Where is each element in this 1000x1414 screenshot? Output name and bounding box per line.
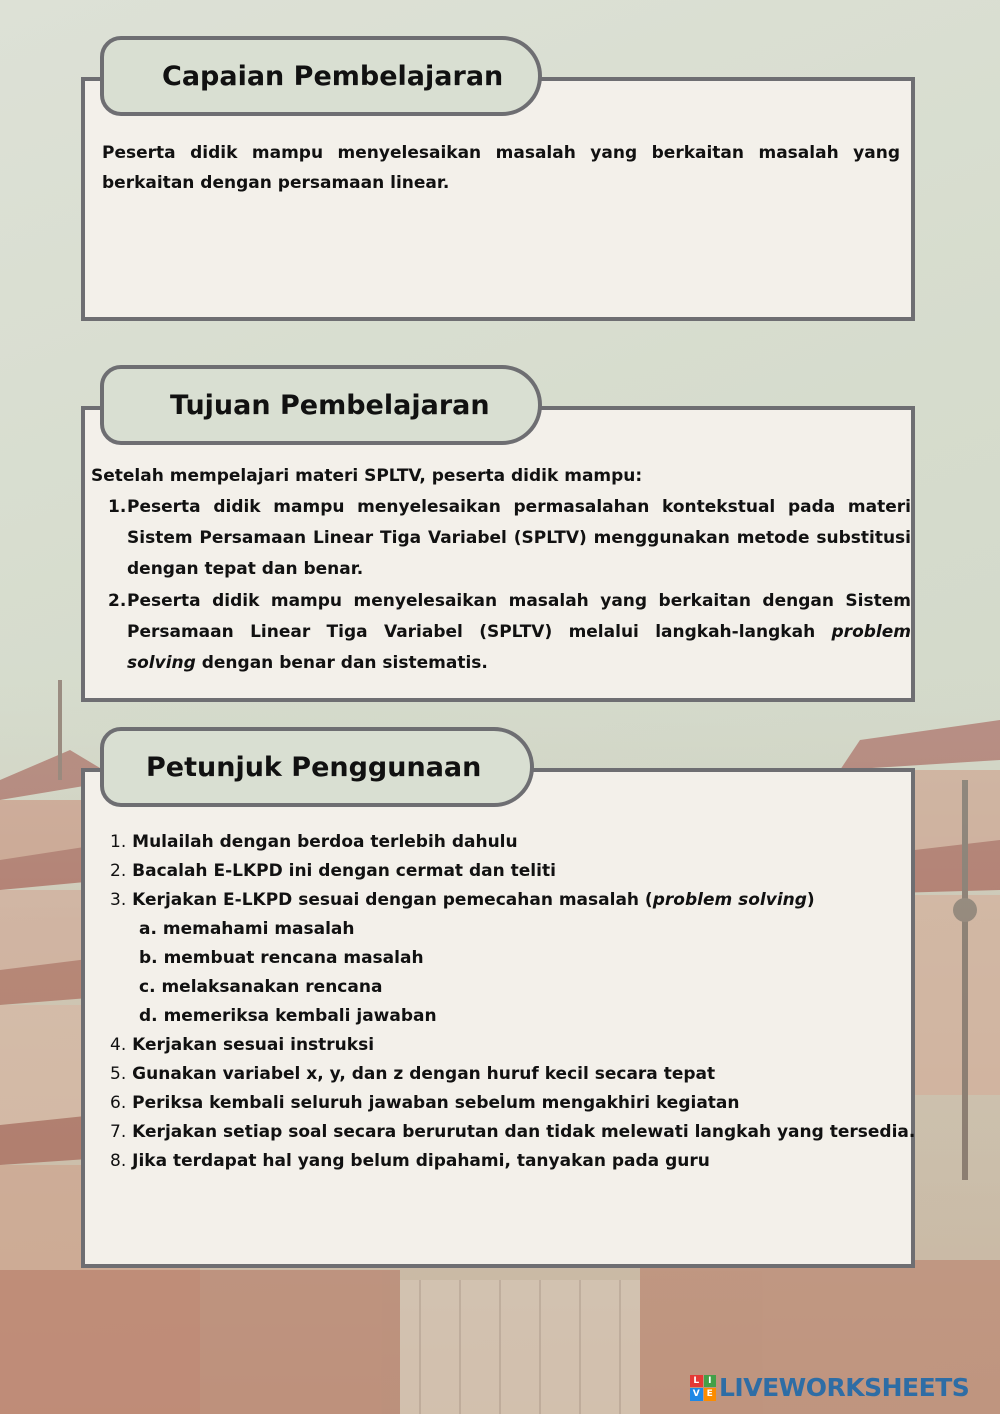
petunjuk-item-text: Gunakan variabel x, y, dan z dengan huruf kecil secara tepat: [132, 1064, 716, 1084]
tujuan-item-number: 2.: [108, 591, 127, 611]
petunjuk-item-number: 1.: [110, 832, 127, 852]
petunjuk-item-number: 5.: [110, 1064, 127, 1084]
tujuan-item-text: [127, 586, 911, 679]
tujuan-item-italic-term: problem solving: [127, 622, 911, 673]
petunjuk-subitem-text: memeriksa kembali jawaban: [163, 1006, 437, 1026]
petunjuk-item-text: Kerjakan sesuai instruksi: [132, 1035, 375, 1055]
capaian-title-tab: [100, 36, 542, 116]
petunjuk-item-number: 2.: [110, 861, 127, 881]
petunjuk-item-italic-term: problem solving: [652, 890, 807, 910]
tujuan-title: Tujuan Pembelajaran: [170, 389, 490, 421]
petunjuk-item-number: 8.: [110, 1151, 127, 1171]
petunjuk-item-number: 3.: [110, 890, 127, 910]
tujuan-item-number: 1.: [108, 497, 127, 517]
liveworksheets-logo-icon: [690, 1375, 716, 1401]
tujuan-item-2: [108, 586, 911, 679]
petunjuk-item-1: [110, 828, 915, 857]
petunjuk-item-3: [110, 886, 915, 915]
petunjuk-item-text: ): [806, 890, 815, 910]
petunjuk-subitem-letter: d.: [139, 1006, 158, 1026]
petunjuk-item-7: [110, 1118, 915, 1147]
petunjuk-item-5: [110, 1060, 915, 1089]
petunjuk-item-2: [110, 857, 915, 886]
petunjuk-subitem-d: [110, 1002, 915, 1031]
petunjuk-title-tab: [100, 727, 534, 807]
logo-icon-letter: E: [704, 1388, 717, 1401]
tujuan-item-1: [108, 492, 911, 585]
petunjuk-item-text: Kerjakan E-LKPD sesuai dengan pemecahan masalah (: [132, 890, 653, 910]
petunjuk-item-number: 7.: [110, 1122, 127, 1142]
petunjuk-subitem-c: [110, 973, 915, 1002]
tujuan-intro: Setelah mempelajari materi SPLTV, peserta didik mampu:: [91, 466, 643, 486]
petunjuk-subitem-letter: c.: [139, 977, 156, 997]
petunjuk-item-text: Mulailah dengan berdoa terlebih dahulu: [132, 832, 518, 852]
capaian-text: Peserta didik mampu menyelesaikan masalah yang berkaitan masalah yang berkaitan dengan persamaan linear.: [102, 143, 900, 193]
petunjuk-item-text: Jika terdapat hal yang belum dipahami, tanyakan pada guru: [132, 1151, 710, 1171]
liveworksheets-logo-text: LIVEWORKSHEETS: [719, 1373, 970, 1402]
petunjuk-item-8: [110, 1147, 915, 1176]
logo-icon-letter: L: [690, 1375, 703, 1388]
petunjuk-item-text: Bacalah E-LKPD ini dengan cermat dan teliti: [132, 861, 556, 881]
tujuan-item-text-part: dengan benar dan sistematis.: [195, 653, 488, 673]
petunjuk-item-text: Kerjakan setiap soal secara berurutan dan tidak melewati langkah yang tersedia.: [132, 1122, 916, 1142]
petunjuk-subitem-letter: a.: [139, 919, 157, 939]
logo-icon-letter: I: [704, 1375, 717, 1388]
capaian-title: Capaian Pembelajaran: [162, 60, 504, 92]
petunjuk-list: [110, 828, 915, 1176]
petunjuk-item-number: 4.: [110, 1035, 127, 1055]
petunjuk-item-4: [110, 1031, 915, 1060]
petunjuk-item-6: [110, 1089, 915, 1118]
tujuan-title-tab: [100, 365, 542, 445]
petunjuk-subitem-text: membuat rencana masalah: [163, 948, 424, 968]
petunjuk-subitem-text: melaksanakan rencana: [161, 977, 383, 997]
tujuan-item-text-part: Peserta didik mampu menyelesaikan masalah yang berkaitan dengan Sistem Persamaan Linear Tiga Variabel (SPLTV) melalui langkah-langkah: [127, 591, 911, 642]
petunjuk-subitem-a: [110, 915, 915, 944]
logo-icon-letter: V: [690, 1388, 703, 1401]
tujuan-item-text: Peserta didik mampu menyelesaikan permasalahan kontekstual pada materi Sistem Persamaan Linear Tiga Variabel (SPLTV) menggunakan metode substitusi dengan tepat dan benar.: [127, 497, 911, 579]
liveworksheets-logo[interactable]: [690, 1373, 969, 1402]
petunjuk-item-text: Periksa kembali seluruh jawaban sebelum mengakhiri kegiatan: [132, 1093, 740, 1113]
petunjuk-item-number: 6.: [110, 1093, 127, 1113]
petunjuk-title: Petunjuk Penggunaan: [146, 751, 482, 783]
petunjuk-subitem-text: memahami masalah: [162, 919, 355, 939]
petunjuk-subitem-b: [110, 944, 915, 973]
petunjuk-subitem-letter: b.: [139, 948, 158, 968]
